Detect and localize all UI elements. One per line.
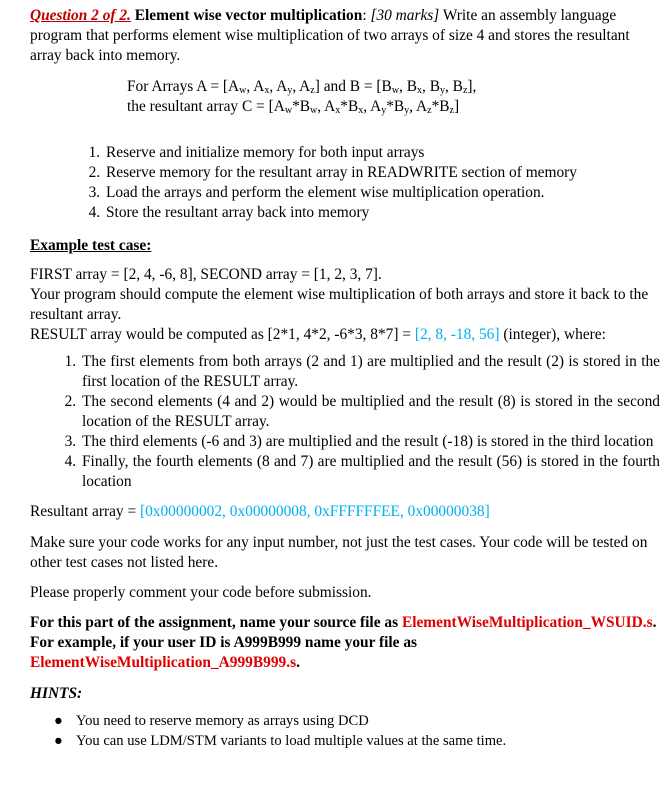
- file-template: ElementWiseMultiplication_WSUID.s: [401, 614, 653, 631]
- explanation-item: 3. The third elements (-6 and 3) are multiplied and the result (-18) is stored in the third location: [80, 432, 660, 452]
- formula-line-result: the resultant array $C = [A_w*B_w$, $A_x*B_x$, $A_y*B_y$, $A_z*B_z$]: [127, 98, 460, 116]
- resultant-prefix: Resultant array =: [30, 503, 140, 520]
- explanation-item: 1. The first elements from both arrays (2 and 1) are multiplied and the result (2) is stored in the first location of the RESULT array.: [80, 352, 660, 392]
- question-marks: [30 marks]: [370, 7, 440, 24]
- explanation-item: 2. The second elements (4 and 2) would be multiplied and the result (8) is stored in the second location of the RESULT array.: [80, 392, 660, 432]
- formula-block: [127, 77, 660, 117]
- step-item: 2. Reserve memory for the resultant array in READWRITE section of memory: [104, 163, 660, 183]
- bullet-icon: ●: [54, 713, 63, 729]
- naming-intro: For this part of the assignment, name your source file as: [30, 614, 399, 631]
- bullet-icon: ●: [54, 733, 63, 749]
- result-values: [2, 8, -18, 56]: [414, 326, 500, 343]
- hint-item: ● You need to reserve memory as arrays using DCD: [54, 713, 369, 729]
- example-result-line: [30, 325, 660, 345]
- hints-list: [30, 711, 660, 751]
- step-item: 4. Store the resultant array back into memory: [104, 203, 660, 223]
- resultant-array-line: [30, 502, 660, 522]
- steps-list: [30, 143, 660, 223]
- file-example: ElementWiseMultiplication_A999B999.s: [30, 654, 297, 671]
- any-input-note: Make sure your code works for any input number, not just the test cases. Your code will be tested on other test cases not listed here.: [30, 534, 648, 571]
- result-prefix: RESULT array would be computed as [2*1, 4*2, -6*3, 8*7] =: [30, 326, 415, 343]
- step-item: 3. Load the arrays and perform the element wise multiplication operation.: [104, 183, 660, 203]
- example-compute: Your program should compute the element wise multiplication of both arrays and store it back to the resultant array.: [30, 286, 649, 323]
- explanation-item: 4. Finally, the fourth elements (8 and 7) are multiplied and the result (56) is stored in the fourth location: [80, 452, 660, 492]
- hint-item: ● You can use LDM/STM variants to load multiple values at the same time.: [54, 733, 507, 749]
- comment-note: Please properly comment your code before submission.: [30, 584, 372, 601]
- example-heading: Example test case:: [30, 237, 152, 254]
- question-intro: [30, 6, 660, 66]
- naming-example-text: . For example, if your user ID is A999B999 name your file as: [30, 614, 657, 651]
- step-item: 1. Reserve and initialize memory for both input arrays: [104, 143, 660, 163]
- assignment-page: [30, 6, 660, 751]
- example-block: [30, 265, 660, 345]
- question-description: Write an assembly language program that performs element wise multiplication of two arrays of size 4 and stores the resultant array back into memory.: [30, 7, 630, 64]
- naming-instructions: [30, 613, 660, 673]
- formula-line-arrays: For Arrays $A = [A_w$, $A_x$, $A_y$, $A_z$] and $B = [B_w$, $B_x$, $B_y$, $B_z$],: [127, 78, 477, 96]
- explanation-list: [30, 352, 660, 492]
- title-colon: :: [362, 7, 367, 24]
- naming-end: .: [296, 654, 300, 671]
- example-arrays: FIRST array = [2, 4, -6, 8], SECOND array = [1, 2, 3, 7].: [30, 266, 382, 283]
- resultant-hex: [0x00000002, 0x00000008, 0xFFFFFFEE, 0x00000038]: [139, 503, 490, 520]
- question-title: Element wise vector multiplication: [134, 7, 363, 24]
- question-label: Question 2 of 2.: [30, 7, 131, 24]
- hints-heading: HINTS:: [30, 685, 83, 702]
- result-suffix: (integer), where:: [499, 326, 606, 343]
